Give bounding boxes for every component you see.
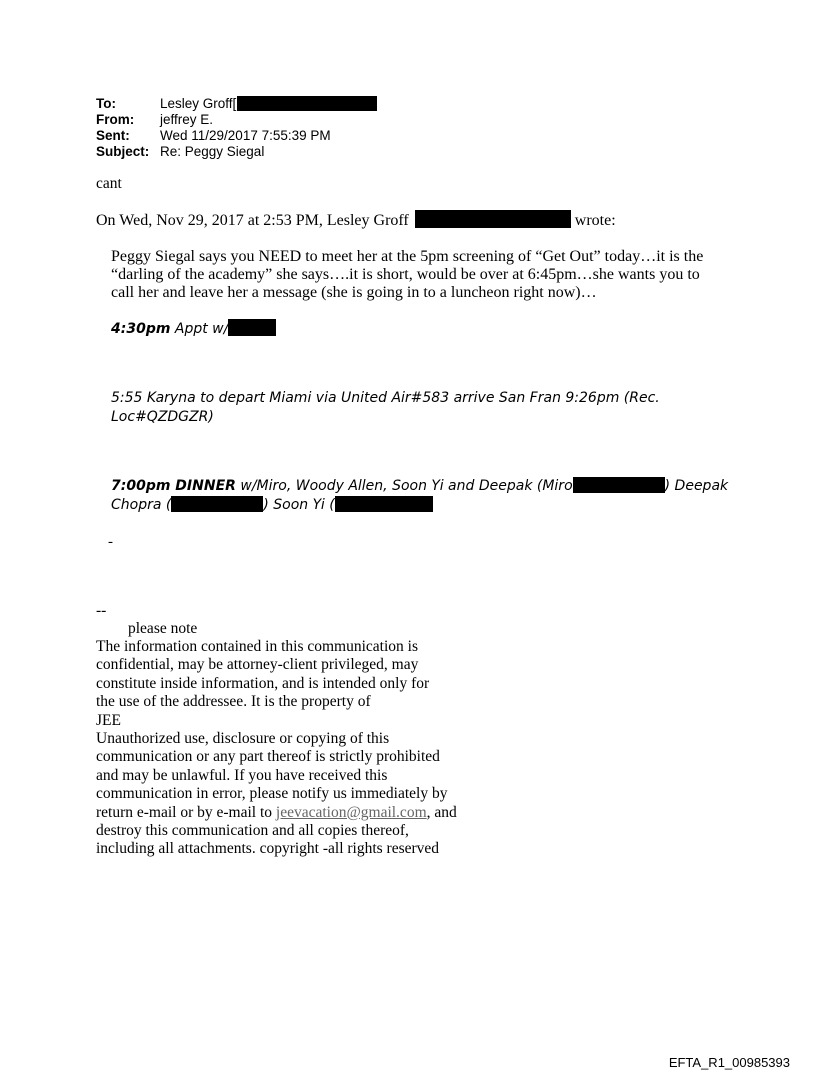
disclaimer-line: The information contained in this communication is: [96, 638, 418, 655]
flight-line: 5:55 Karyna to depart Miami via United Air#583 arrive San Fran 9:26pm (Rec.: [111, 390, 660, 406]
quote-intro-text: On Wed, Nov 29, 2017 at 2:53 PM, Lesley Groff: [96, 212, 409, 229]
disclaimer-line: communication or any part thereof is strictly prohibited: [96, 748, 440, 766]
sent-label: Sent:: [96, 128, 130, 143]
dash-mark: -: [108, 534, 113, 550]
calendar-flight: [111, 389, 660, 427]
appointment-time: 4:30pm: [111, 321, 171, 337]
dinner-text: ) Deepak: [664, 478, 729, 494]
to-label: To:: [96, 96, 116, 111]
email-link[interactable]: jeevacation@gmail.com: [275, 803, 427, 821]
disclaimer: [96, 638, 457, 859]
dinner-time: 7:00pm DINNER: [111, 478, 236, 494]
dinner-text: Chopra (: [111, 497, 172, 513]
from-value: jeffrey E.: [160, 112, 214, 127]
redaction-block: [228, 319, 276, 336]
please-note: please note: [128, 620, 198, 637]
disclaimer-line: including all attachments. copyright -all rights reserved: [96, 840, 440, 858]
from-label: From:: [96, 112, 135, 127]
subject-value: Re: Peggy Siegal: [160, 144, 265, 159]
sent-row: [96, 128, 377, 144]
quoted-line: “darling of the academy” she says….it is short, would be over at 6:45pm…she wants you to: [111, 266, 700, 283]
reply-text: cant: [96, 175, 122, 192]
quoted-line: Peggy Siegal says you NEED to meet her at the 5pm screening of “Get Out” today…it is the: [111, 248, 704, 265]
dinner-text: w/Miro, Woody Allen, Soon Yi and Deepak (Miro: [240, 478, 573, 494]
quoted-line: call her and leave her a message (she is going in to a luncheon right now)…: [111, 284, 597, 301]
redaction-block: [237, 96, 377, 111]
redaction-block: [335, 496, 433, 512]
quoted-paragraph: [111, 248, 703, 302]
disclaimer-line: constitute inside information, and is intended only for: [96, 674, 430, 692]
disclaimer-line: destroy this communication and all copies thereof,: [96, 822, 409, 840]
document-id: EFTA_R1_00985393: [668, 1055, 790, 1070]
subject-label: Subject:: [96, 144, 150, 159]
quote-intro: [96, 210, 616, 230]
from-row: [96, 112, 377, 128]
to-value: Lesley Groff[: [160, 96, 237, 111]
disclaimer-line: and may be unlawful. If you have received this: [96, 766, 388, 784]
calendar-dinner: [111, 477, 728, 515]
email-header: [96, 96, 377, 160]
email-suffix: , and: [426, 803, 457, 821]
disclaimer-line: communication in error, please notify us immediately by: [96, 785, 448, 803]
calendar-appointment: [111, 319, 276, 339]
disclaimer-line: the use of the addressee. It is the property of: [96, 693, 371, 711]
disclaimer-line: [96, 804, 457, 822]
dinner-line: [111, 496, 728, 515]
disclaimer-line: Unauthorized use, disclosure or copying of this: [96, 730, 390, 748]
appointment-text: Appt w/: [174, 321, 229, 337]
disclaimer-line: confidential, may be attorney-client privileged, may: [96, 656, 419, 674]
redaction-block: [171, 496, 263, 512]
email-prefix: return e-mail or by e-mail to: [96, 803, 276, 821]
sent-value: Wed 11/29/2017 7:55:39 PM: [160, 128, 331, 143]
signature-separator: --: [96, 602, 107, 619]
quote-intro-wrote: wrote:: [574, 212, 616, 229]
to-row: [96, 96, 377, 112]
dinner-text: ) Soon Yi (: [263, 497, 335, 513]
redaction-block: [415, 210, 571, 228]
subject-row: [96, 144, 377, 160]
flight-line: Loc#QZDGZR): [111, 409, 214, 425]
disclaimer-line: JEE: [96, 711, 121, 729]
dinner-line: [111, 477, 728, 496]
redaction-block: [573, 477, 665, 493]
